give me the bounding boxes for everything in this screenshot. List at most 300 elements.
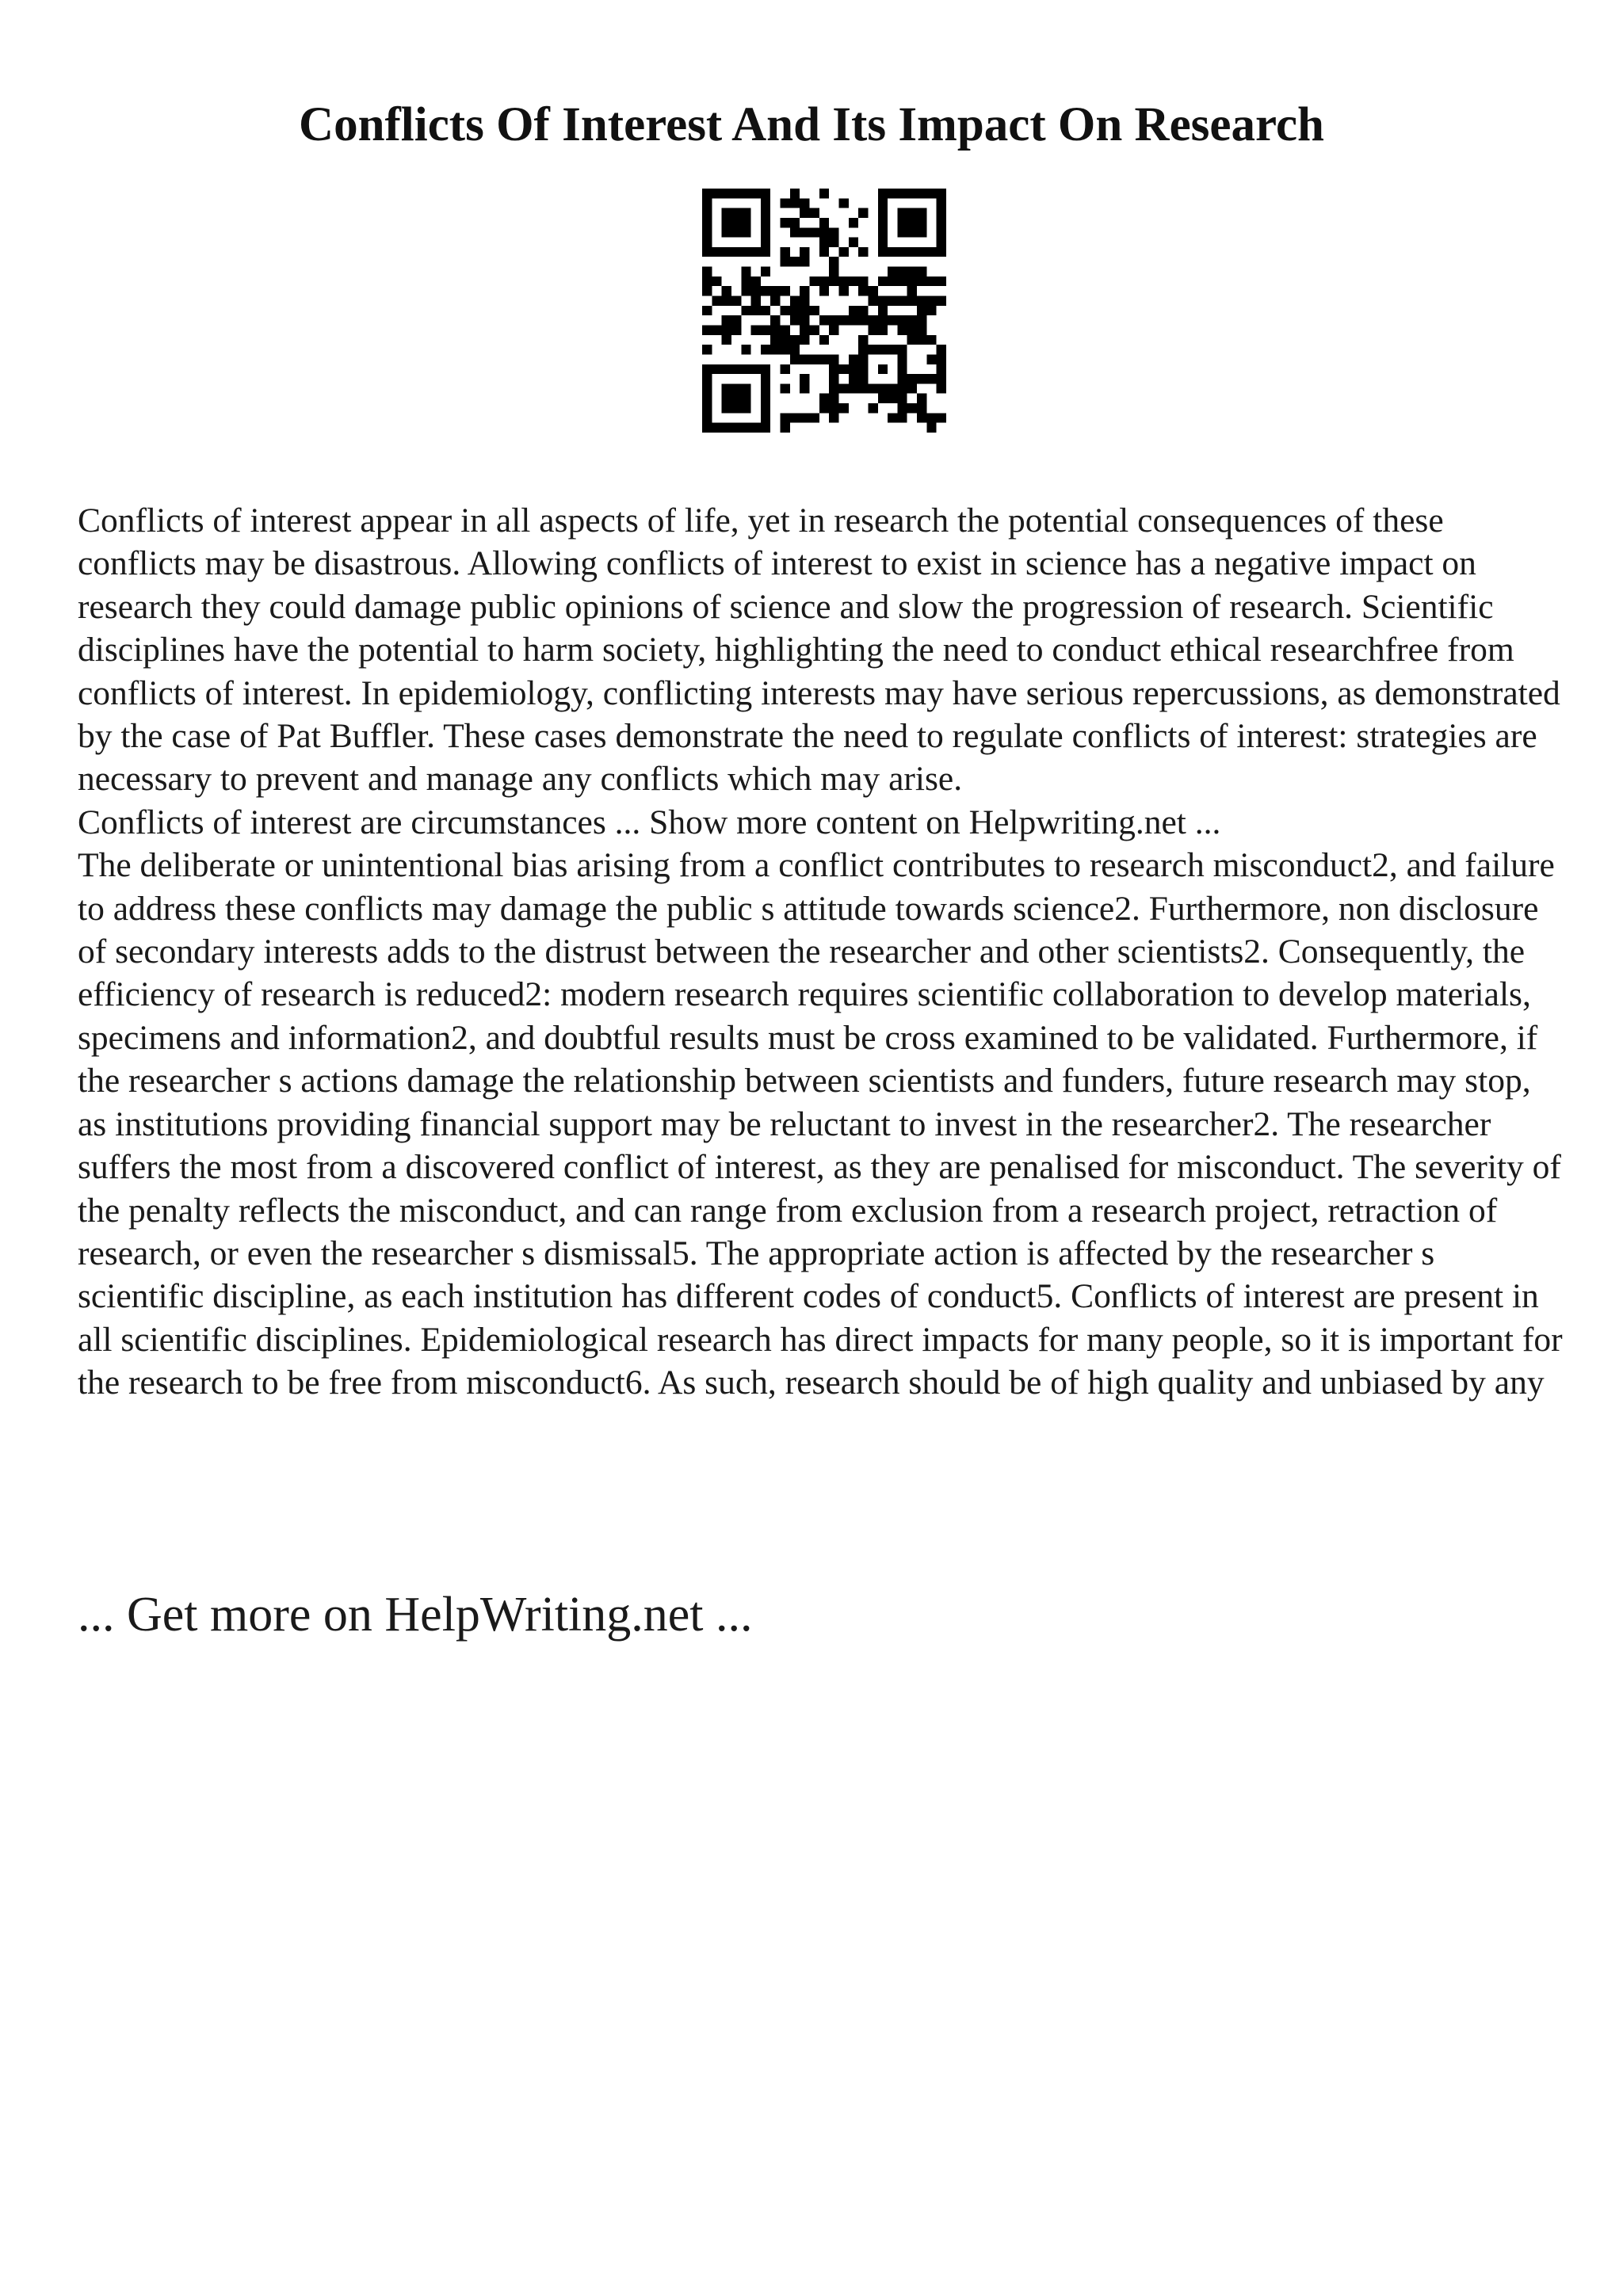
qr-module: [702, 247, 712, 257]
qr-code[interactable]: [702, 189, 946, 433]
qr-module: [907, 325, 917, 334]
qr-module: [741, 345, 750, 354]
qr-module: [810, 306, 819, 315]
qr-module: [878, 208, 888, 218]
qr-module: [781, 413, 790, 422]
qr-module: [926, 335, 936, 345]
qr-module: [868, 345, 877, 354]
qr-module: [741, 267, 750, 277]
qr-module: [800, 315, 809, 325]
qr-module: [878, 189, 888, 198]
qr-module: [937, 198, 946, 208]
qr-module: [731, 364, 741, 374]
qr-module: [937, 247, 946, 257]
qr-module: [907, 286, 917, 296]
qr-module: [907, 208, 917, 218]
qr-module: [761, 403, 770, 413]
show-more-line[interactable]: Conflicts of interest are circumstances ... Show more content on Helpwriting.net ...: [78, 803, 1221, 841]
qr-module: [741, 383, 750, 393]
qr-module: [819, 218, 829, 227]
qr-module: [741, 227, 750, 237]
qr-module: [917, 189, 926, 198]
qr-module: [937, 413, 946, 422]
qr-module: [878, 315, 888, 325]
qr-module: [897, 325, 907, 334]
qr-module: [849, 354, 858, 364]
qr-module: [907, 189, 917, 198]
qr-module: [878, 306, 888, 315]
qr-module: [790, 296, 800, 306]
qr-module: [907, 227, 917, 237]
qr-module: [868, 403, 877, 413]
qr-module: [781, 335, 790, 345]
qr-module: [810, 354, 819, 364]
qr-module: [907, 247, 917, 257]
qr-module: [937, 383, 946, 393]
qr-module: [878, 238, 888, 247]
qr-module: [702, 325, 712, 334]
qr-module: [722, 286, 731, 296]
qr-module: [907, 218, 917, 227]
qr-module: [917, 247, 926, 257]
qr-module: [888, 315, 897, 325]
qr-module: [712, 364, 721, 374]
qr-module: [878, 218, 888, 227]
qr-module: [702, 267, 712, 277]
qr-module: [712, 247, 721, 257]
qr-module: [790, 354, 800, 364]
qr-module: [722, 423, 731, 433]
qr-module: [897, 277, 907, 286]
qr-module: [722, 383, 731, 393]
qr-module: [722, 247, 731, 257]
qr-module: [741, 306, 750, 315]
qr-module: [800, 296, 809, 306]
qr-module: [712, 325, 721, 334]
qr-module: [781, 198, 790, 208]
qr-module: [878, 394, 888, 403]
qr-module: [917, 335, 926, 345]
qr-module: [858, 335, 868, 345]
qr-module: [702, 423, 712, 433]
qr-module: [731, 296, 741, 306]
qr-module: [926, 423, 936, 433]
qr-module: [849, 315, 858, 325]
qr-module: [741, 364, 750, 374]
qr-module: [702, 208, 712, 218]
qr-module: [751, 423, 761, 433]
qr-module: [800, 374, 809, 383]
qr-module: [849, 364, 858, 374]
qr-module: [761, 306, 770, 315]
qr-module: [829, 227, 838, 237]
qr-module: [702, 238, 712, 247]
qr-module: [761, 189, 770, 198]
qr-module: [731, 247, 741, 257]
qr-module: [937, 374, 946, 383]
qr-module: [878, 364, 888, 374]
qr-module: [761, 247, 770, 257]
qr-module: [751, 277, 761, 286]
qr-module: [897, 374, 907, 383]
qr-module: [810, 325, 819, 334]
qr-module: [751, 296, 761, 306]
qr-module: [897, 189, 907, 198]
qr-module: [761, 267, 770, 277]
qr-module: [937, 277, 946, 286]
qr-module: [888, 296, 897, 306]
qr-module: [888, 277, 897, 286]
qr-module: [838, 364, 848, 374]
qr-module: [888, 345, 897, 354]
qr-module: [770, 286, 780, 296]
qr-module: [897, 267, 907, 277]
qr-module: [838, 277, 848, 286]
qr-module: [761, 208, 770, 218]
qr-module: [722, 394, 731, 403]
qr-module: [937, 227, 946, 237]
qr-module: [888, 394, 897, 403]
main-paragraph: The deliberate or unintentional bias arising from a conflict contributes to research misconduct2, and failure to address these conflicts may damage the public s attitude towards science2. Furthermore, non disclosure of secondary interests adds to the distrust between the researcher and other scientists2. Consequently, the efficiency of research is reduced2: modern research requires scientific collaboration to develop materials, specimens and information2, and doubtful results must be cross examined to be validated. Furthermore, if the researcher s actions damage the relationship between scientists and funders, future research may stop, as institutions providing financial support may be reluctant to invest in the researcher2. The researcher suffers the most from a discovered conflict of interest, as they are penalised for misconduct. The severity of the penalty reflects the misconduct, and can range from exclusion from a research project, retraction of research, or even the researcher s dismissal5. The appropriate action is affected by the researcher s scientific discipline, as each institution has different codes of conduct5. Conflicts of interest are present in all scientific disciplines. Epidemiological research has direct impacts for many people, so it is important for the research to be free from misconduct6. As such, research should be of high quality and unbiased by any: [78, 846, 1563, 1402]
qr-module: [741, 286, 750, 296]
qr-module: [897, 315, 907, 325]
qr-module: [858, 364, 868, 374]
qr-module: [878, 325, 888, 334]
qr-module: [781, 383, 790, 393]
qr-module: [937, 345, 946, 354]
qr-module: [741, 277, 750, 286]
qr-module: [878, 227, 888, 237]
qr-module: [819, 403, 829, 413]
qr-module: [888, 383, 897, 393]
qr-module: [722, 403, 731, 413]
qr-module: [712, 189, 721, 198]
qr-module: [790, 335, 800, 345]
qr-module: [937, 354, 946, 364]
qr-module: [722, 325, 731, 334]
qr-module: [926, 247, 936, 257]
qr-module: [761, 423, 770, 433]
qr-module: [790, 218, 800, 227]
qr-module: [937, 218, 946, 227]
qr-module: [858, 208, 868, 218]
qr-module: [702, 394, 712, 403]
qr-module: [897, 227, 907, 237]
qr-module: [800, 335, 809, 345]
qr-module: [800, 227, 809, 237]
qr-module: [790, 198, 800, 208]
qr-module: [829, 394, 838, 403]
qr-module: [790, 257, 800, 266]
qr-module: [819, 238, 829, 247]
qr-module: [829, 383, 838, 393]
qr-module: [751, 325, 761, 334]
qr-module: [722, 208, 731, 218]
qr-module: [926, 354, 936, 364]
qr-module: [781, 345, 790, 354]
qr-module: [829, 374, 838, 383]
qr-module: [722, 296, 731, 306]
qr-module: [781, 286, 790, 296]
qr-module: [702, 364, 712, 374]
qr-module: [819, 394, 829, 403]
qr-module: [838, 286, 848, 296]
qr-module: [819, 286, 829, 296]
qr-module: [731, 423, 741, 433]
qr-module: [712, 296, 721, 306]
qr-module: [761, 218, 770, 227]
qr-module: [800, 257, 809, 266]
qr-module: [781, 325, 790, 334]
qr-module: [858, 315, 868, 325]
qr-module: [790, 315, 800, 325]
qr-module: [858, 374, 868, 383]
qr-module: [917, 218, 926, 227]
qr-module: [751, 306, 761, 315]
qr-module: [897, 413, 907, 422]
qr-module: [917, 315, 926, 325]
qr-module: [937, 208, 946, 218]
qr-module: [838, 383, 848, 393]
qr-module: [858, 247, 868, 257]
qr-module: [702, 286, 712, 296]
qr-module: [741, 218, 750, 227]
qr-module: [800, 413, 809, 422]
qr-module: [926, 306, 936, 315]
qr-module: [781, 364, 790, 374]
qr-module: [722, 227, 731, 237]
qr-module: [917, 394, 926, 403]
qr-module: [888, 189, 897, 198]
qr-module: [858, 345, 868, 354]
qr-module: [907, 315, 917, 325]
qr-module: [731, 218, 741, 227]
qr-module: [731, 315, 741, 325]
qr-module: [731, 394, 741, 403]
qr-module: [761, 345, 770, 354]
qr-module: [838, 315, 848, 325]
qr-module: [907, 267, 917, 277]
qr-module: [829, 325, 838, 334]
qr-module: [761, 374, 770, 383]
qr-module: [937, 296, 946, 306]
qr-module: [722, 218, 731, 227]
qr-module: [829, 403, 838, 413]
qr-module: [722, 315, 731, 325]
qr-module: [917, 325, 926, 334]
qr-module: [878, 345, 888, 354]
qr-module: [741, 403, 750, 413]
qr-module: [761, 227, 770, 237]
qr-module: [858, 383, 868, 393]
qr-module: [712, 277, 721, 286]
qr-module: [800, 286, 809, 296]
qr-module: [722, 364, 731, 374]
qr-module: [800, 354, 809, 364]
qr-module: [878, 277, 888, 286]
qr-module: [917, 374, 926, 383]
qr-module: [907, 277, 917, 286]
qr-module: [731, 227, 741, 237]
qr-module: [702, 227, 712, 237]
qr-module: [858, 286, 868, 296]
qr-module: [790, 413, 800, 422]
qr-module: [731, 325, 741, 334]
qr-module: [897, 403, 907, 413]
qr-module: [926, 296, 936, 306]
qr-module: [829, 257, 838, 266]
qr-module: [829, 364, 838, 374]
article-body: [78, 499, 1568, 1405]
qr-module: [819, 247, 829, 257]
qr-module: [761, 413, 770, 422]
qr-module: [819, 189, 829, 198]
get-more-link[interactable]: ... Get more on HelpWriting.net ...: [78, 1588, 753, 1642]
qr-module: [761, 383, 770, 393]
qr-module: [838, 198, 848, 208]
qr-module: [761, 286, 770, 296]
qr-module: [702, 403, 712, 413]
qr-module: [819, 227, 829, 237]
qr-module: [897, 208, 907, 218]
qr-module: [761, 364, 770, 374]
qr-module: [781, 423, 790, 433]
qr-module: [800, 208, 809, 218]
qr-module: [868, 383, 877, 393]
qr-module: [770, 345, 780, 354]
qr-module: [770, 296, 780, 306]
qr-module: [849, 306, 858, 315]
qr-module: [810, 227, 819, 237]
qr-module: [800, 383, 809, 393]
qr-module: [731, 189, 741, 198]
qr-module: [849, 277, 858, 286]
qr-module: [751, 247, 761, 257]
qr-module: [917, 267, 926, 277]
page-title: Conflicts Of Interest And Its Impact On Research: [299, 98, 1324, 151]
qr-module: [907, 403, 917, 413]
qr-module: [712, 423, 721, 433]
qr-module: [897, 394, 907, 403]
qr-module: [878, 296, 888, 306]
qr-module: [926, 277, 936, 286]
qr-module: [702, 413, 712, 422]
qr-module: [810, 208, 819, 218]
qr-module: [829, 315, 838, 325]
qr-module: [819, 277, 829, 286]
qr-module: [917, 208, 926, 218]
qr-module: [858, 277, 868, 286]
qr-module: [761, 238, 770, 247]
qr-module: [800, 325, 809, 334]
qr-module: [810, 277, 819, 286]
qr-module: [897, 218, 907, 227]
qr-module: [741, 423, 750, 433]
qr-code-graphic: [702, 189, 946, 433]
qr-module: [702, 277, 712, 286]
qr-module: [878, 247, 888, 257]
qr-module: [790, 227, 800, 237]
qr-module: [702, 374, 712, 383]
qr-module: [741, 247, 750, 257]
qr-module: [858, 354, 868, 364]
qr-module: [926, 413, 936, 422]
qr-module: [781, 218, 790, 227]
qr-module: [819, 354, 829, 364]
qr-module: [702, 198, 712, 208]
qr-module: [917, 413, 926, 422]
qr-module: [731, 403, 741, 413]
qr-module: [868, 325, 877, 334]
qr-module: [897, 383, 907, 393]
qr-module: [926, 189, 936, 198]
qr-module: [897, 364, 907, 374]
qr-module: [761, 198, 770, 208]
qr-module: [722, 335, 731, 345]
qr-module: [838, 403, 848, 413]
qr-module: [888, 413, 897, 422]
qr-module: [790, 306, 800, 315]
qr-module: [751, 286, 761, 296]
intro-paragraph: Conflicts of interest appear in all aspects of life, yet in research the potential consequences of these conflicts may be disastrous. Allowing conflicts of interest to exist in science has a negative impact on research they could damage public opinions of science and slow the progression of research. Scientific disciplines have the potential to harm society, highlighting the need to conduct ethical researchfree from conflicts of interest. In epidemiology, conflicting interests may have serious repercussions, as demonstrated by the case of Pat Buffler. These cases demonstrate the need to regulate conflicts of interest: strategies are necessary to prevent and manage any conflicts which may arise.: [78, 502, 1560, 799]
qr-module: [917, 277, 926, 286]
qr-module: [829, 277, 838, 286]
qr-module: [937, 189, 946, 198]
qr-module: [937, 364, 946, 374]
qr-module: [819, 335, 829, 345]
qr-module: [868, 296, 877, 306]
qr-module: [917, 403, 926, 413]
qr-module: [917, 227, 926, 237]
qr-module: [741, 394, 750, 403]
qr-module: [878, 383, 888, 393]
qr-module: [829, 238, 838, 247]
qr-module: [829, 354, 838, 364]
qr-module: [926, 374, 936, 383]
qr-module: [897, 247, 907, 257]
qr-module: [849, 374, 858, 383]
qr-module: [888, 247, 897, 257]
qr-module: [790, 345, 800, 354]
qr-module: [810, 413, 819, 422]
qr-module: [897, 345, 907, 354]
qr-module: [917, 306, 926, 315]
qr-module: [761, 394, 770, 403]
qr-module: [907, 374, 917, 383]
qr-module: [781, 247, 790, 257]
qr-module: [702, 218, 712, 227]
qr-module: [761, 325, 770, 334]
qr-module: [868, 286, 877, 296]
qr-module: [741, 208, 750, 218]
qr-module: [731, 383, 741, 393]
qr-module: [751, 189, 761, 198]
qr-module: [781, 257, 790, 266]
qr-module: [722, 189, 731, 198]
qr-module: [829, 267, 838, 277]
qr-module: [702, 306, 712, 315]
qr-module: [731, 208, 741, 218]
qr-module: [800, 198, 809, 208]
qr-module: [868, 315, 877, 325]
qr-module: [849, 383, 858, 393]
qr-module: [897, 296, 907, 306]
qr-module: [819, 315, 829, 325]
qr-module: [907, 383, 917, 393]
qr-module: [702, 383, 712, 393]
qr-module: [702, 345, 712, 354]
qr-module: [790, 189, 800, 198]
